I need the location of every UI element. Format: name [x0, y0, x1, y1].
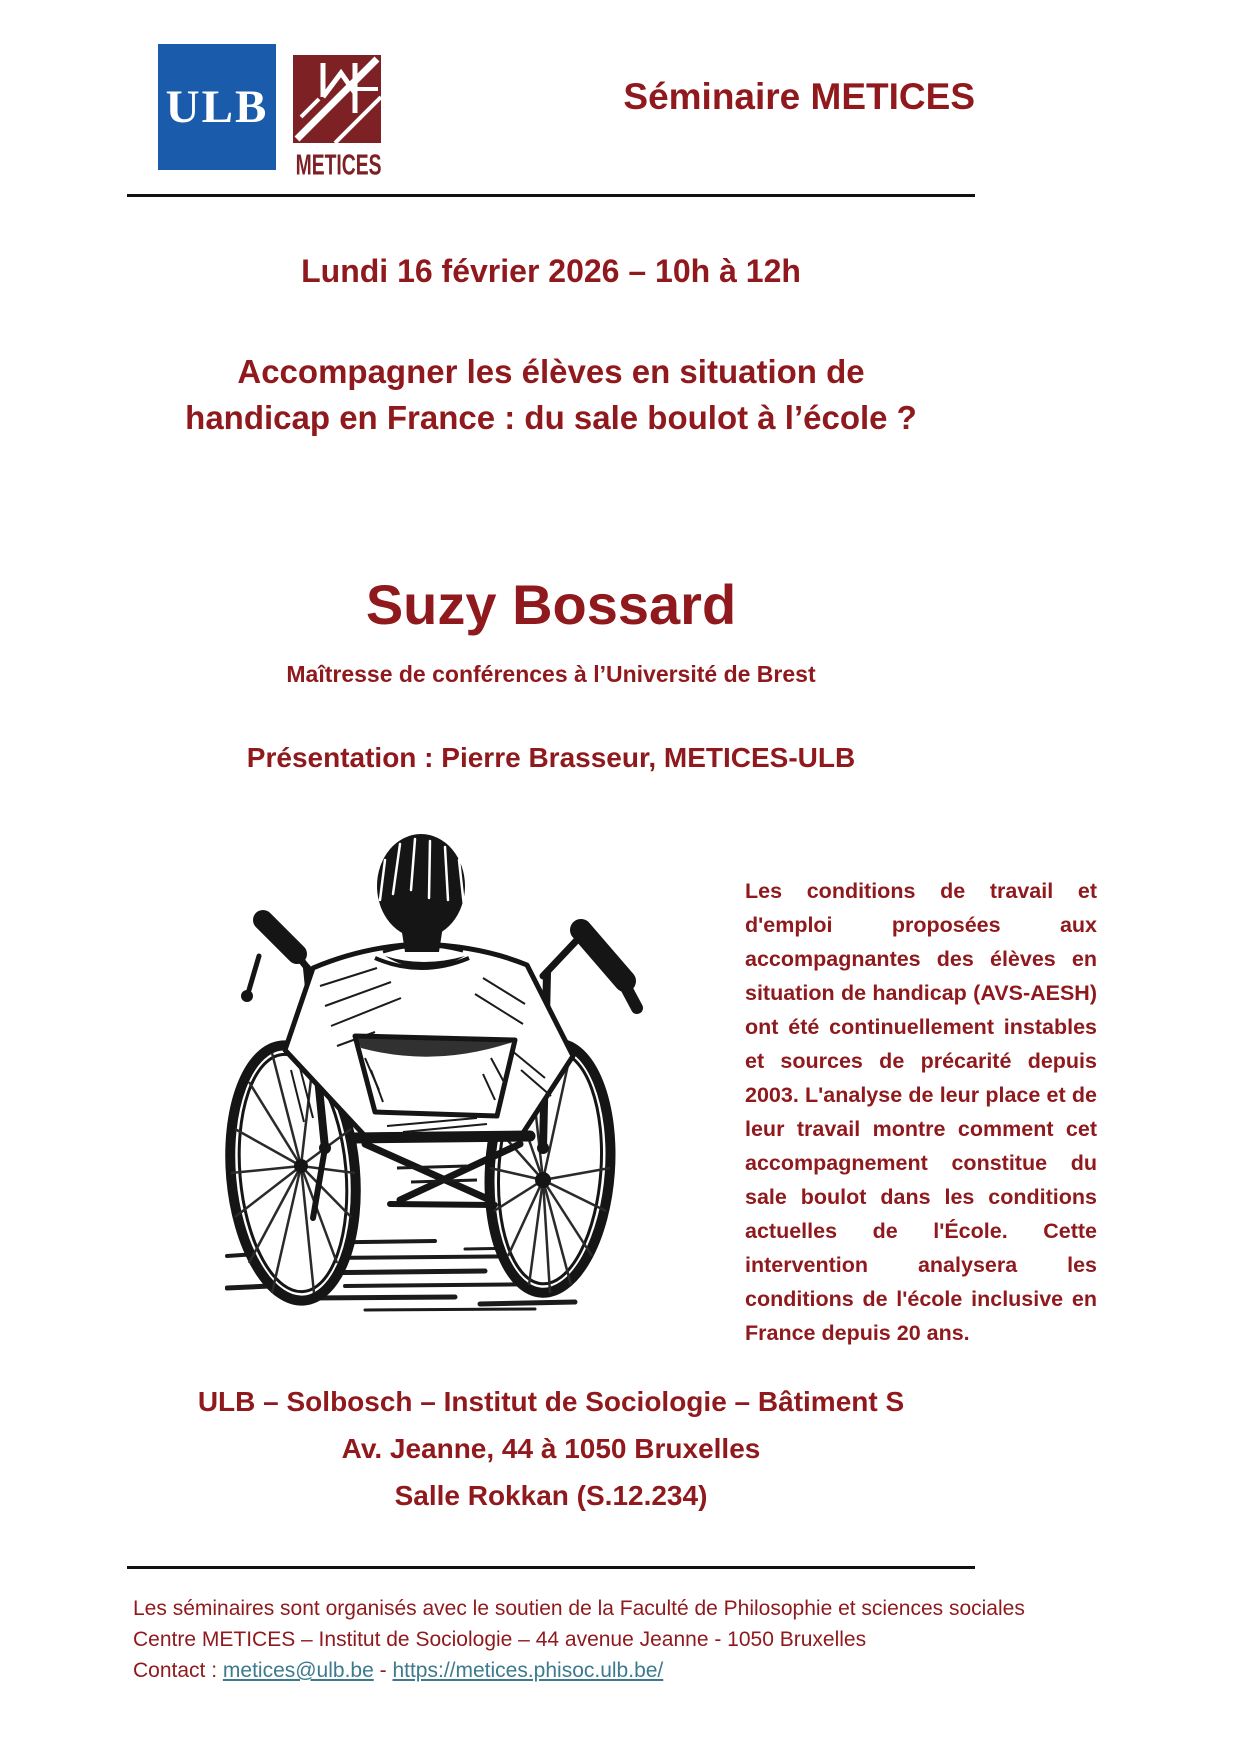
footer-contact-line: [133, 1655, 1123, 1686]
footer: [133, 1593, 1123, 1686]
talk-title-line-1: Accompagner les élèves en situation de: [237, 353, 865, 390]
wheelchair-sketch-illustration: [225, 818, 645, 1318]
talk-title: [127, 349, 975, 441]
header-divider: [127, 194, 975, 197]
footer-address-line: Centre METICES – Institut de Sociologie – 44 avenue Jeanne - 1050 Bruxelles: [133, 1628, 867, 1651]
venue-line-1: ULB – Solbosch – Institut de Sociologie – Bâtiment S: [197, 1386, 905, 1417]
metices-logo: [292, 55, 382, 182]
email-link[interactable]: metices@ulb.be: [222, 1659, 374, 1682]
metices-logo-label: METICES: [295, 150, 382, 182]
seminar-series-title: Séminaire METICES: [623, 76, 975, 117]
presenter-line: Présentation : Pierre Brasseur, METICES-ULB: [246, 742, 856, 773]
contact-label: Contact :: [133, 1659, 223, 1682]
speaker-name: Suzy Bossard: [365, 573, 737, 636]
website-link[interactable]: https://metices.phisoc.ulb.be/: [392, 1659, 664, 1682]
venue-line-3: Salle Rokkan (S.12.234): [394, 1480, 708, 1511]
venue-block: [127, 1378, 975, 1519]
metices-logo-icon: [293, 55, 381, 143]
abstract-paragraph: Les conditions de travail et d'emploi proposées aux accompagnantes des élèves en situation de handicap (AVS-AESH) ont été continuellement instables et sources de précarité depuis 2003. L'analyse de leur place et de leur travail montre comment cet accompagnement constitue du sale boulot dans les conditions actuelles de l'École. Cette intervention analysera les conditions de l'école inclusive en France depuis 20 ans.: [745, 878, 1097, 1345]
footer-divider: [127, 1566, 975, 1569]
event-date-time: Lundi 16 février 2026 – 10h à 12h: [301, 253, 801, 289]
venue-line-2: Av. Jeanne, 44 à 1050 Bruxelles: [341, 1433, 761, 1464]
talk-title-line-2: handicap en France : du sale boulot à l’école ?: [185, 399, 917, 436]
ulb-logo: [158, 44, 276, 170]
link-separator: -: [373, 1659, 393, 1682]
footer-support-line: Les séminaires sont organisés avec le soutien de la Faculté de Philosophie et sciences sociales: [133, 1597, 1025, 1620]
ulb-logo-text: ULB: [165, 81, 269, 133]
speaker-affiliation: Maîtresse de conférences à l’Université de Brest: [286, 661, 816, 687]
